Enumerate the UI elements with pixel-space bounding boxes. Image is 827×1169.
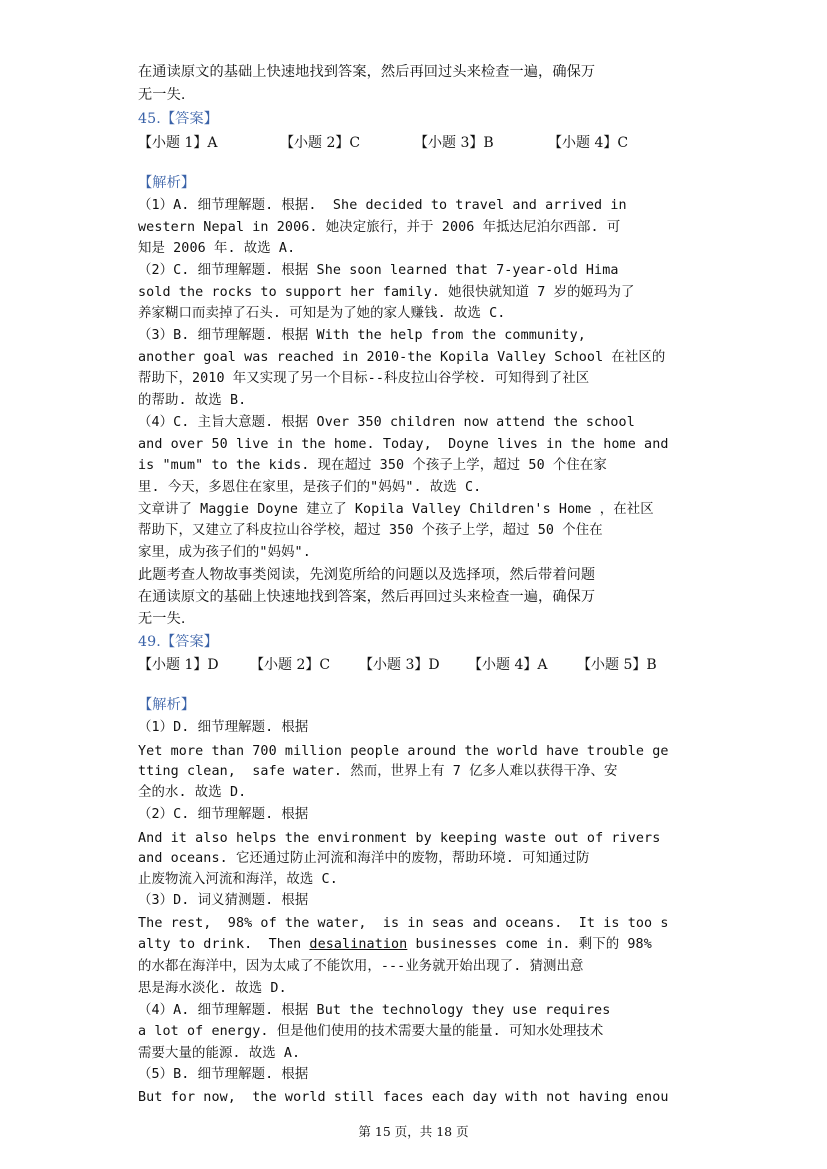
answer-item: 【小题 3】B [414,135,494,151]
text-line: （1）A. 细节理解题. 根据. She decided to travel and arrived in [138,198,627,213]
question-number: 45. [138,111,161,127]
text-line: The rest, 98% of the water, is in seas and oceans. It is too s [138,916,669,931]
text-line: western Nepal in 2006. 她决定旅行，并于 2006 年抵达尼泊尔西部. 可 [138,220,621,235]
underlined-term: desalination [309,937,408,952]
text-line: （4）C. 主旨大意题. 根据 Over 350 children now attend the school [138,415,635,430]
text-line: 的水都在海洋中，因为太咸了不能饮用，---业务就开始出现了. 猜测出意 [138,959,584,974]
text-line: （4）A. 细节理解题. 根据 But the technology they use requires [138,1003,611,1018]
question-number: 49. [138,634,161,650]
text-run: businesses come in. 剩下的 98% [407,937,652,952]
text-line: 帮助下，又建立了科皮拉山谷学校，超过 350 个孩子上学，超过 50 个住在 [138,523,603,538]
text-line: 的帮助. 故选 B. [138,393,247,408]
text-line: And it also helps the environment by keeping waste out of rivers [138,831,661,846]
text-line: 在通读原文的基础上快速地找到答案，然后再回过头来检查一遍，确保万 [138,64,596,80]
answer-item: 【小题 3】D [359,657,440,673]
text-line: 需要大量的能源. 故选 A. [138,1046,301,1061]
text-line: 无一失. [138,611,186,627]
answer-item: 【小题 2】C [280,135,361,151]
text-line: 止废物流入河流和海洋，故选 C. [138,872,338,887]
text-line: （3）B. 细节理解题. 根据 With the help from the community, [138,328,586,343]
text-line: （2）C. 细节理解题. 根据 She soon learned that 7-year-old Hima [138,263,619,278]
text-line: a lot of energy. 但是他们使用的技术需要大量的能量. 可知水处理技术 [138,1024,604,1039]
analysis-tag: 【解析】 [138,697,196,713]
question-49-header [138,633,218,651]
answer-row [138,134,738,152]
text-line: and over 50 live in the home. Today, Doyne lives in the home and [138,437,669,452]
text-line: 帮助下，2010 年又实现了另一个目标--科皮拉山谷学校. 可知得到了社区 [138,371,590,386]
text-line: 知是 2006 年. 故选 A. [138,241,296,256]
text-line: 文章讲了 Maggie Doyne 建立了 Kopila Valley Children's Home ，在社区 [138,502,654,517]
question-45-header [138,110,218,128]
text-line: （5）B. 细节理解题. 根据 [138,1067,309,1082]
text-line: tting clean, safe water. 然而，世界上有 7 亿多人难以获得干净、安 [138,764,618,779]
answer-item: 【小题 2】C [250,657,331,673]
text-line: 此题考查人物故事类阅读，先浏览所给的问题以及选择项，然后带着问题 [138,567,596,583]
text-line [138,936,652,954]
answer-item: 【小题 1】A [138,135,218,151]
text-line: and oceans. 它还通过防止河流和海洋中的废物，帮助环境. 可知通过防 [138,851,590,866]
text-line: 全的水. 故选 D. [138,785,247,800]
answer-item: 【小题 5】B [577,657,657,673]
answer-item: 【小题 4】C [548,135,629,151]
text-line: 养家糊口而卖掉了石头. 可知是为了她的家人赚钱. 故选 C. [138,306,506,321]
answer-tag: 【答案】 [160,111,219,127]
text-line: 无一失. [138,87,186,103]
page-footer: 第 15 页，共 18 页 [358,1124,469,1139]
text-line: Yet more than 700 million people around the world have trouble ge [138,744,669,759]
text-line: sold the rocks to support her family. 她很快就知道 7 岁的姬玛为了 [138,285,635,300]
answer-tag: 【答案】 [160,634,219,650]
text-line: But for now, the world still faces each day with not having enou [138,1090,669,1105]
answer-item: 【小题 1】D [138,657,219,673]
text-line: 思是海水淡化. 故选 D. [138,981,287,996]
text-line: （3）D. 词义猜测题. 根据 [138,893,309,908]
answer-item: 【小题 4】A [468,657,548,673]
text-line: another goal was reached in 2010-the Kopila Valley School 在社区的 [138,350,666,365]
text-line: （2）C. 细节理解题. 根据 [138,807,309,822]
answer-row [138,656,738,674]
text-line: 在通读原文的基础上快速地找到答案，然后再回过头来检查一遍，确保万 [138,589,596,605]
text-line: is "mum" to the kids. 现在超过 350 个孩子上学，超过 50 个住在家 [138,458,607,473]
text-line: 家里，成为孩子们的"妈妈". [138,545,311,560]
text-line: （1）D. 细节理解题. 根据 [138,720,309,735]
text-line: 里. 今天，多恩住在家里，是孩子们的"妈妈". 故选 C. [138,480,482,495]
analysis-tag: 【解析】 [138,175,196,191]
text-run: alty to drink. Then [138,937,310,952]
